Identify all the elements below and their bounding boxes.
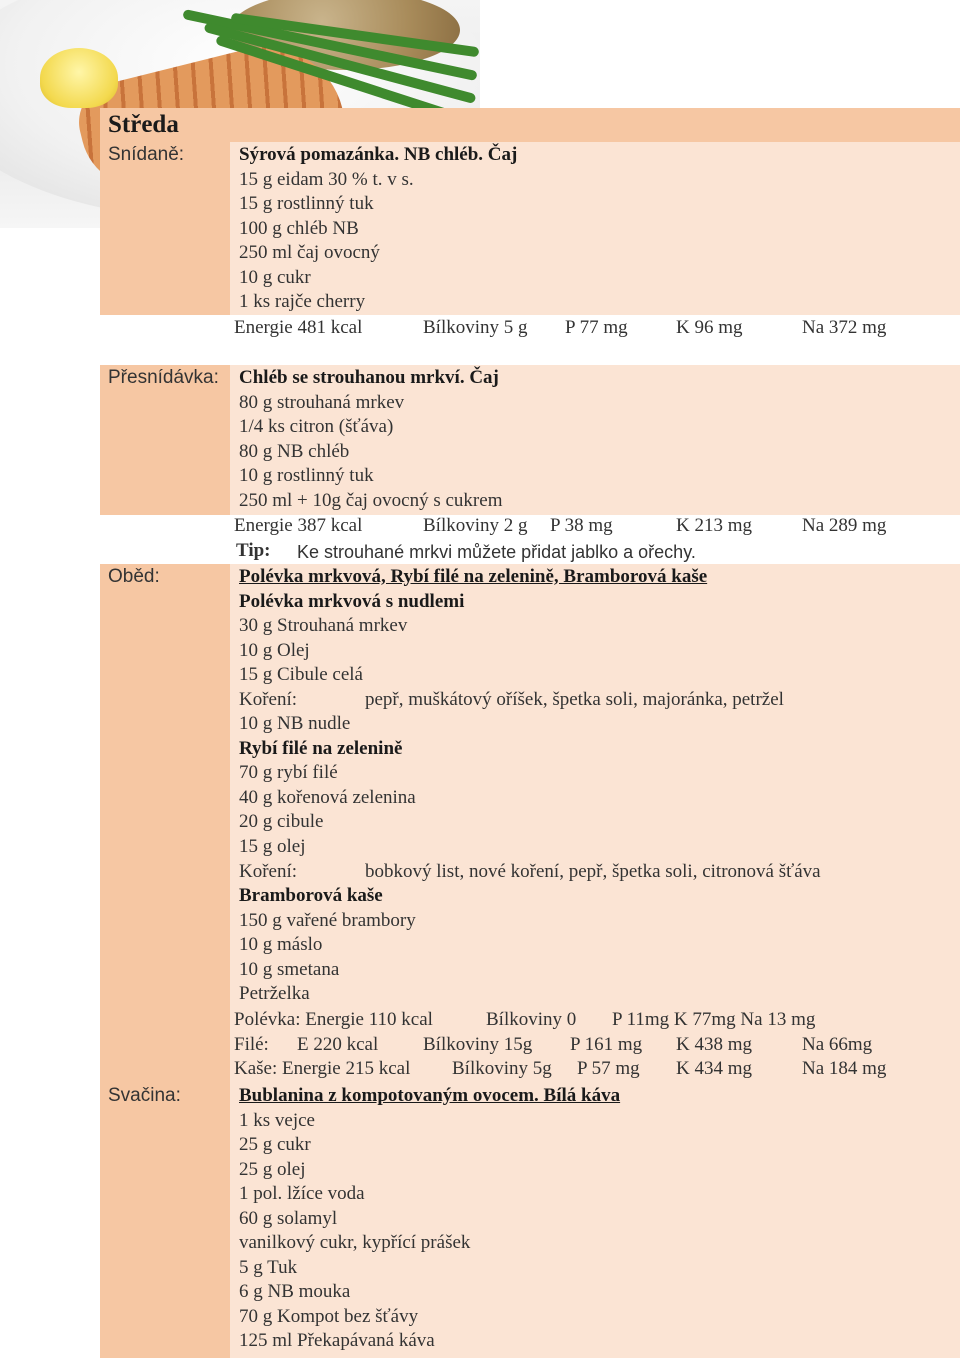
dish-title: Bublanina z kompotovaným ovocem. Bílá káva [239,1085,621,1106]
meal-label-snidane: Snídaně: [108,144,185,165]
ingredient-line: 6 g NB mouka [239,1281,351,1302]
ingredient-line: 1 ks vejce [239,1110,315,1131]
meal-label-obed: Oběd: [108,566,160,587]
spice-label: Koření: [239,861,298,882]
tip-text: Ke strouhané mrkvi můžete přidat jablko a ořechy. [297,542,696,562]
recipe-title: Polévka mrkvová s nudlemi [239,591,465,612]
nutrition-file-sodium: Na 66mg [802,1034,873,1055]
ingredient-line: 80 g strouhaná mrkev [239,392,405,413]
ingredient-line: 70 g rybí filé [239,762,338,783]
ingredient-line: 15 g Cibule celá [239,664,363,685]
nutrition-kase-phosphorus: P 57 mg [577,1058,640,1079]
ingredient-line: 30 g Strouhaná mrkev [239,615,408,636]
nutrition-file-phosphorus: P 161 mg [570,1034,643,1055]
ingredient-line: 10 g cukr [239,267,311,288]
nutrition-file-label: Filé: [234,1034,269,1055]
nutrition-soup-minerals: P 11mg K 77mg Na 13 mg [612,1009,816,1030]
ingredient-line: 25 g olej [239,1159,306,1180]
ingredient-line: 250 ml čaj ovocný [239,242,380,263]
nutrition-protein: Bílkoviny 2 g [423,515,528,536]
ingredient-line: 10 g Olej [239,640,310,661]
ingredient-line: 80 g NB chléb [239,441,350,462]
ingredient-line: 10 g máslo [239,934,323,955]
ingredient-line: 10 g NB nudle [239,713,351,734]
ingredient-line: 150 g vařené brambory [239,910,416,931]
nutrition-soup-protein: Bílkoviny 0 [486,1009,577,1030]
ingredient-line: 15 g eidam 30 % t. v s. [239,169,414,190]
section-content-bg [230,564,960,1084]
ingredient-line: 125 ml Překapávaná káva [239,1330,435,1351]
ingredient-line: 1 ks rajče cherry [239,291,366,312]
ingredient-line: 20 g cibule [239,811,324,832]
spice-label: Koření: [239,689,298,710]
nutrition-energy: Energie 481 kcal [234,317,363,338]
ingredient-line: 25 g cukr [239,1134,311,1155]
ingredient-line: 10 g smetana [239,959,340,980]
ingredient-line: 10 g rostlinný tuk [239,465,374,486]
nutrition-kase-energy: Kaše: Energie 215 kcal [234,1058,411,1079]
ingredient-line: 40 g kořenová zelenina [239,787,416,808]
nutrition-soup-energy: Polévka: Energie 110 kcal [234,1009,433,1030]
nutrition-sodium: Na 289 mg [802,515,887,536]
nutrition-kase-protein: Bílkoviny 5g [452,1058,552,1079]
section-label-bg [100,142,230,315]
ingredient-line: 100 g chléb NB [239,218,359,239]
recipe-title: Rybí filé na zelenině [239,738,403,759]
page-title: Středa [108,111,179,138]
meal-label-presnidavka: Přesnídávka: [108,367,219,388]
ingredient-line: 250 ml + 10g čaj ovocný s cukrem [239,490,503,511]
ingredient-line: 15 g olej [239,836,306,857]
nutrition-kase-sodium: Na 184 mg [802,1058,887,1079]
nutrition-file-potassium: K 438 mg [676,1034,752,1055]
nutrition-phosphorus: P 77 mg [565,317,628,338]
nutrition-potassium: K 96 mg [676,317,743,338]
ingredient-line: 70 g Kompot bez šťávy [239,1306,419,1327]
recipe-title: Bramborová kaše [239,885,383,906]
nutrition-sodium: Na 372 mg [802,317,887,338]
ingredient-line: 60 g solamyl [239,1208,338,1229]
nutrition-file-energy: E 220 kcal [297,1034,379,1055]
title-band [100,108,960,142]
nutrition-potassium: K 213 mg [676,515,752,536]
nutrition-protein: Bílkoviny 5 g [423,317,528,338]
spice-list: pepř, muškátový oříšek, špetka soli, majoránka, petržel [365,689,784,710]
tip-label: Tip: [236,540,271,561]
ingredient-line: Petrželka [239,983,310,1004]
dish-title: Chléb se strouhanou mrkví. Čaj [239,367,499,388]
ingredient-line: vanilkový cukr, kypřící prášek [239,1232,471,1253]
nutrition-energy: Energie 387 kcal [234,515,363,536]
section-label-bg [100,1084,230,1358]
ingredient-line: 1/4 ks citron (šťáva) [239,416,394,437]
nutrition-phosphorus: P 38 mg [550,515,613,536]
dish-title: Polévka mrkvová, Rybí filé na zelenině, Bramborová kaše [239,566,708,587]
ingredient-line: 1 pol. lžíce voda [239,1183,365,1204]
nutrition-kase-potassium: K 434 mg [676,1058,752,1079]
dish-title: Sýrová pomazánka. NB chléb. Čaj [239,144,518,165]
nutrition-file-protein: Bílkoviny 15g [423,1034,533,1055]
section-label-bg [100,564,230,1084]
spice-list: bobkový list, nové koření, pepř, špetka soli, citronová šťáva [365,861,821,882]
ingredient-line: 15 g rostlinný tuk [239,193,374,214]
meal-label-svacina: Svačina: [108,1085,181,1106]
ingredient-line: 5 g Tuk [239,1257,298,1278]
